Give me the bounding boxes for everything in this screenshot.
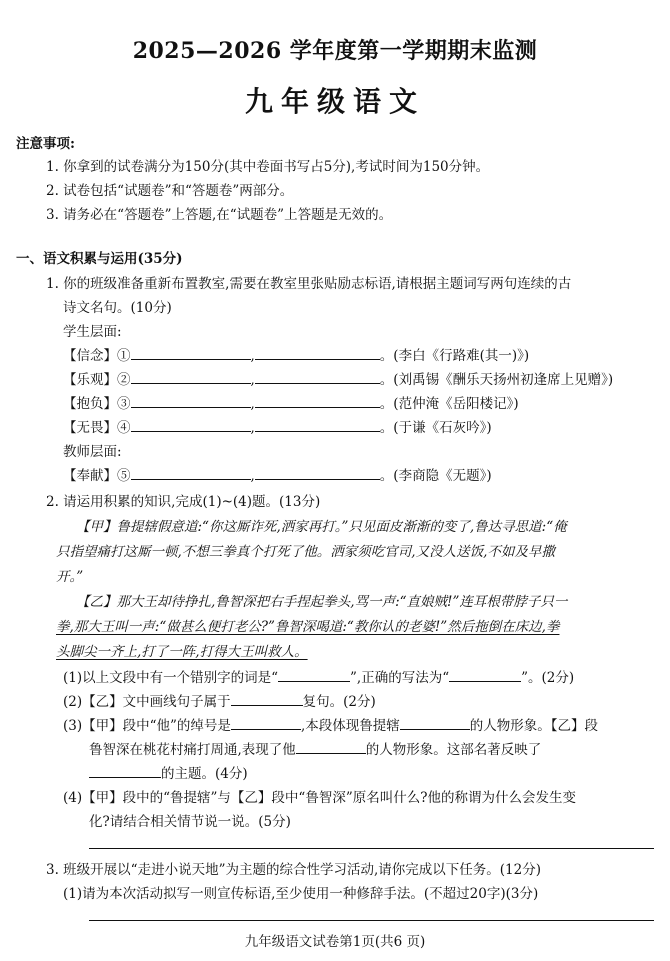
- notice-heading: 注意事项:: [16, 136, 75, 152]
- answer-line: [89, 848, 654, 849]
- notice-item: 1. 你拿到的试卷满分为150分(其中卷面书写占5分),考试时间为150分钟。: [46, 159, 490, 175]
- notice-item: 2. 试卷包括“试题卷”和“答题卷”两部分。: [46, 183, 294, 199]
- sub-question-3-cont: 鲁智深在桃花村痛打周通,表现了他 的人物形象。这部名著反映了: [89, 738, 541, 758]
- teacher-label: 教师层面:: [63, 444, 122, 460]
- sub-question-2: (2)【乙】文中画线句子属于 复句。(2分): [63, 690, 376, 710]
- poem-row-5: 【奉献】⑤ , 。(李商隐《无题》): [63, 464, 492, 484]
- row-source: 。(刘禹锡《酬乐天扬州初逢席上见赠》): [379, 372, 614, 388]
- row-source: 。(李白《行路难(其一)》): [379, 348, 530, 364]
- poem-row-2: 【乐观】② , 。(刘禹锡《酬乐天扬州初逢席上见赠》): [63, 368, 613, 388]
- question-2-text: 2. 请运用积累的知识,完成(1)~(4)题。(13分): [46, 494, 321, 510]
- sub-question-1: (1)以上文段中有一个错别字的词是“ ”,正确的写法为“ ”。(2分): [63, 666, 574, 686]
- poem-row-3: 【抱负】③ , 。(范仲淹《岳阳楼记》): [63, 392, 519, 412]
- page-footer: 九年级语文试卷第1页(共6 页): [244, 934, 426, 950]
- question-3-text: 3. 班级开展以“走进小说天地”为主题的综合性学习活动,请你完成以下任务。(12分): [46, 862, 541, 878]
- row-source: 。(于谦《石灰吟》): [379, 420, 492, 436]
- row-tag: 【信念】①: [63, 348, 131, 364]
- passage-yi-line: 拳,那大王叫一声:“做甚么便打老公?”鲁智深喝道:“教你认的老婆!”然后拖倒在床边,拳: [56, 619, 560, 635]
- sub-question-4-cont: 化?请结合相关情节说一说。(5分): [89, 814, 291, 830]
- passage-yi-line: 【乙】那大王却待挣扎,鲁智深把右手捏起拳头,骂一声:“直娘贼!”连耳根带脖子只一: [76, 594, 568, 610]
- sub-question-3: (3)【甲】段中“他”的绰号是 ,本段体现鲁提辖 的人物形象。【乙】段: [63, 714, 598, 734]
- row-tag: 【无畏】④: [63, 420, 131, 436]
- answer-line: [89, 920, 654, 921]
- notice-item: 3. 请务必在“答题卷”上答题,在“试题卷”上答题是无效的。: [46, 207, 393, 223]
- row-tag: 【抱负】③: [63, 396, 131, 412]
- passage-yi-line: 头脚尖一齐上,打了一阵,打得大王叫救人。: [56, 644, 308, 660]
- row-tag: 【乐观】②: [63, 372, 131, 388]
- row-source: 。(李商隐《无题》): [379, 468, 492, 484]
- exam-subject: 九年级语文: [244, 85, 425, 118]
- row-tag: 【奉献】⑤: [63, 468, 131, 484]
- section-heading: 一、语文积累与运用(35分): [16, 251, 183, 267]
- poem-row-4: 【无畏】④ , 。(于谦《石灰吟》): [63, 416, 492, 436]
- question-1-text: 1. 你的班级准备重新布置教室,需要在教室里张贴励志标语,请根据主题词写两句连续的古: [46, 276, 572, 292]
- sub-question-4: (4)【甲】段中的“鲁提辖”与【乙】段中“鲁智深”原名叫什么?他的称谓为什么会发生变: [63, 790, 576, 806]
- passage-jia-line: 【甲】鲁提辖假意道:“你这厮诈死,洒家再打。”只见面皮渐渐的变了,鲁达寻思道:“俺: [76, 519, 567, 535]
- poem-row-1: 【信念】① , 。(李白《行路难(其一)》): [63, 344, 529, 364]
- student-label: 学生层面:: [63, 324, 122, 340]
- sub-question-3-cont: 的主题。(4分): [89, 762, 248, 782]
- row-source: 。(范仲淹《岳阳楼记》): [379, 396, 519, 412]
- exam-title: 2025—2026 学年度第一学期期末监测: [132, 38, 538, 64]
- question-1-text: 诗文名句。(10分): [63, 300, 172, 316]
- question-3-sub-1: (1)请为本次活动拟写一则宣传标语,至少使用一种修辞手法。(不超过20字)(3分): [63, 886, 539, 902]
- passage-jia-line: 开。”: [56, 569, 84, 585]
- passage-jia-line: 只指望痛打这厮一顿,不想三拳真个打死了他。洒家须吃官司,又没人送饭,不如及早撒: [56, 544, 555, 560]
